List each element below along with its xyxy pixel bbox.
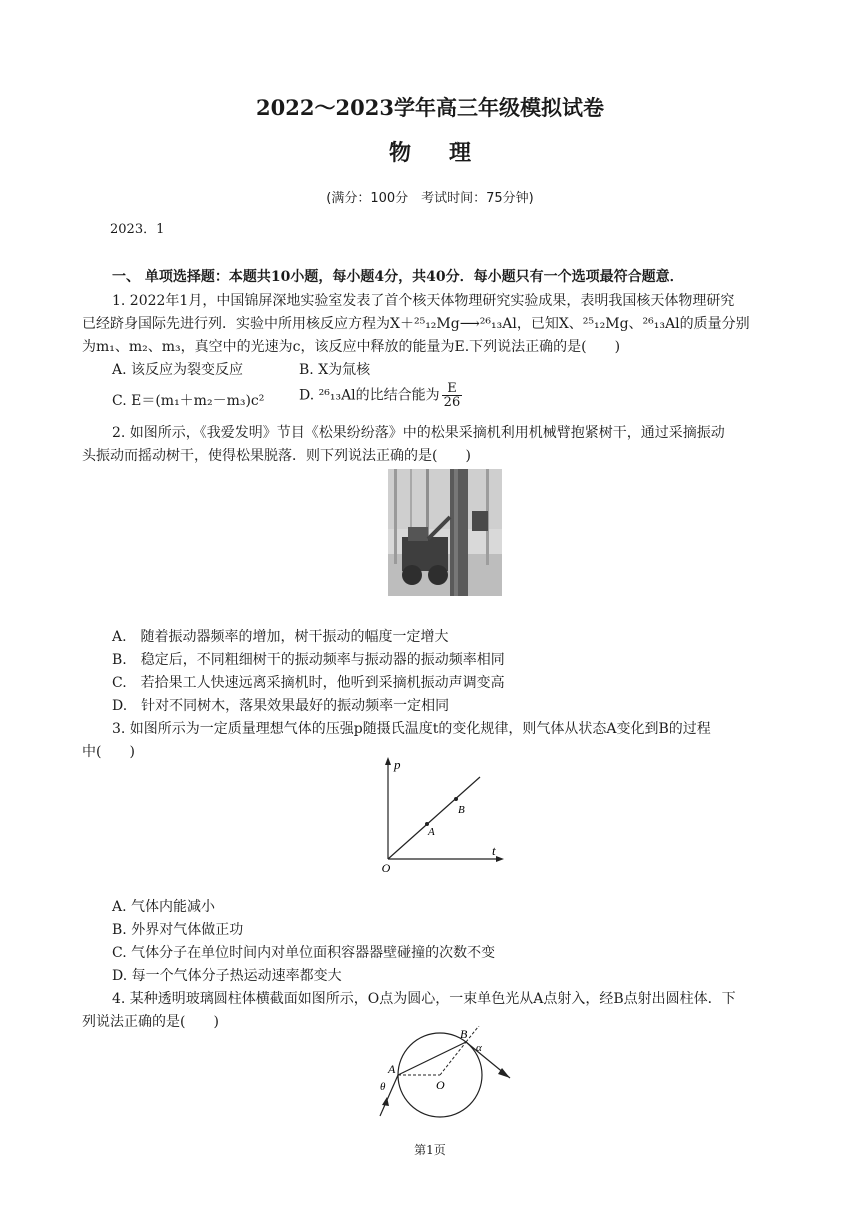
pine-cone-harvester-photo <box>388 469 502 596</box>
exam-date: 2023．1 <box>110 222 165 237</box>
q1-line3: 为m₁、m₂、m₃，真空中的光速为c，该反应中释放的能量为E.下列说法正确的是( ) <box>82 339 621 355</box>
q2-option-a: A. 随着振动器频率的增加，树干振动的幅度一定增大 <box>112 629 449 645</box>
ab-line <box>388 777 480 859</box>
q2-option-d: D. 针对不同树木，落果效果最好的振动频率一定相同 <box>112 698 450 714</box>
q1-option-a: A. 该反应为裂变反应 <box>112 362 244 378</box>
q2-line1: 2. 如图所示，《我爱发明》节目《松果纷纷落》中的松果采摘机利用机械臂抱紧树干，通过采摘振动 <box>112 425 725 441</box>
t-axis-arrow-icon <box>496 856 504 862</box>
point-a-label: A <box>388 1062 396 1076</box>
theta-label: θ <box>380 1081 386 1093</box>
point-b <box>454 797 458 801</box>
exam-info: (满分：100分 考试时间：75分钟) <box>326 191 534 206</box>
q1-option-d <box>299 382 462 409</box>
pressure-temperature-graph <box>368 755 508 879</box>
radius-ob <box>440 1042 466 1075</box>
paper-title: 2022～2023学年高三年级模拟试卷 <box>256 95 604 120</box>
q3-option-c: C. 气体分子在单位时间内对单位面积容器器壁碰撞的次数不变 <box>112 945 496 961</box>
y-axis-label: p <box>394 757 401 772</box>
q2-option-b: B. 稳定后，不同粗细树干的振动频率与振动器的振动频率相同 <box>112 652 505 668</box>
section-heading: 一、 单项选择题：本题共10小题，每小题4分，共40分．每小题只有一个选项最符合题意． <box>112 269 684 285</box>
p-axis-arrow-icon <box>385 757 391 765</box>
subject-title: 物理 <box>388 140 509 166</box>
point-b-label: B <box>460 1027 468 1041</box>
fraction-denominator: 26 <box>443 395 461 410</box>
point-a-label: A <box>428 826 435 838</box>
page-number: 第1页 <box>414 1143 446 1157</box>
q3-option-d: D. 每一个气体分子热运动速率都变大 <box>112 968 342 984</box>
q1-option-d-text: D. ²⁶₁₃Al的比结合能为 <box>299 387 440 404</box>
q2-option-c: C. 若拾果工人快速远离采摘机时，他听到采摘机振动声调变高 <box>112 675 505 691</box>
q1-line2: 已经跻身国际先进行列．实验中所用核反应方程为X＋²⁵₁₂Mg⟶²⁶₁₃Al，已知X、²⁵₁₂Mg、²⁶₁₃Al的质量分别 <box>82 316 750 332</box>
q2-line2: 头振动而摇动树干，使得松果脱落．则下列说法正确的是( ) <box>82 448 471 464</box>
q3-option-a: A. 气体内能减小 <box>112 899 216 915</box>
q3-option-b: B. 外界对气体做正功 <box>112 922 244 938</box>
q4-line1: 4. 某种透明玻璃圆柱体横截面如图所示，O点为圆心，一束单色光从A点射入，经B点射出圆柱体．下 <box>112 991 736 1007</box>
alpha-label: α <box>476 1042 482 1054</box>
point-b-label: B <box>458 804 465 816</box>
q1-option-d-fraction <box>442 382 463 409</box>
q1-option-c: C. E＝(m₁＋m₂－m₃)c² <box>112 393 265 409</box>
glass-cylinder-figure <box>370 1026 520 1122</box>
q3-line1: 3. 如图所示为一定质量理想气体的压强p随摄氏温度t的变化规律，则气体从状态A变化到B的过程 <box>112 721 711 737</box>
fraction-numerator: E <box>442 382 463 396</box>
origin-label: O <box>381 861 391 875</box>
normal-at-b <box>466 1026 482 1042</box>
q4-line2: 列说法正确的是( ) <box>82 1014 219 1030</box>
q1-option-b: B. X为氚核 <box>299 362 371 378</box>
q3-line2: 中( ) <box>82 744 135 760</box>
center-label: O <box>436 1078 445 1092</box>
q1-line1: 1. 2022年1月，中国锦屏深地实验室发表了首个核天体物理研究实验成果，表明我国核天体物理研究 <box>112 293 735 309</box>
x-axis-label: t <box>492 843 496 858</box>
